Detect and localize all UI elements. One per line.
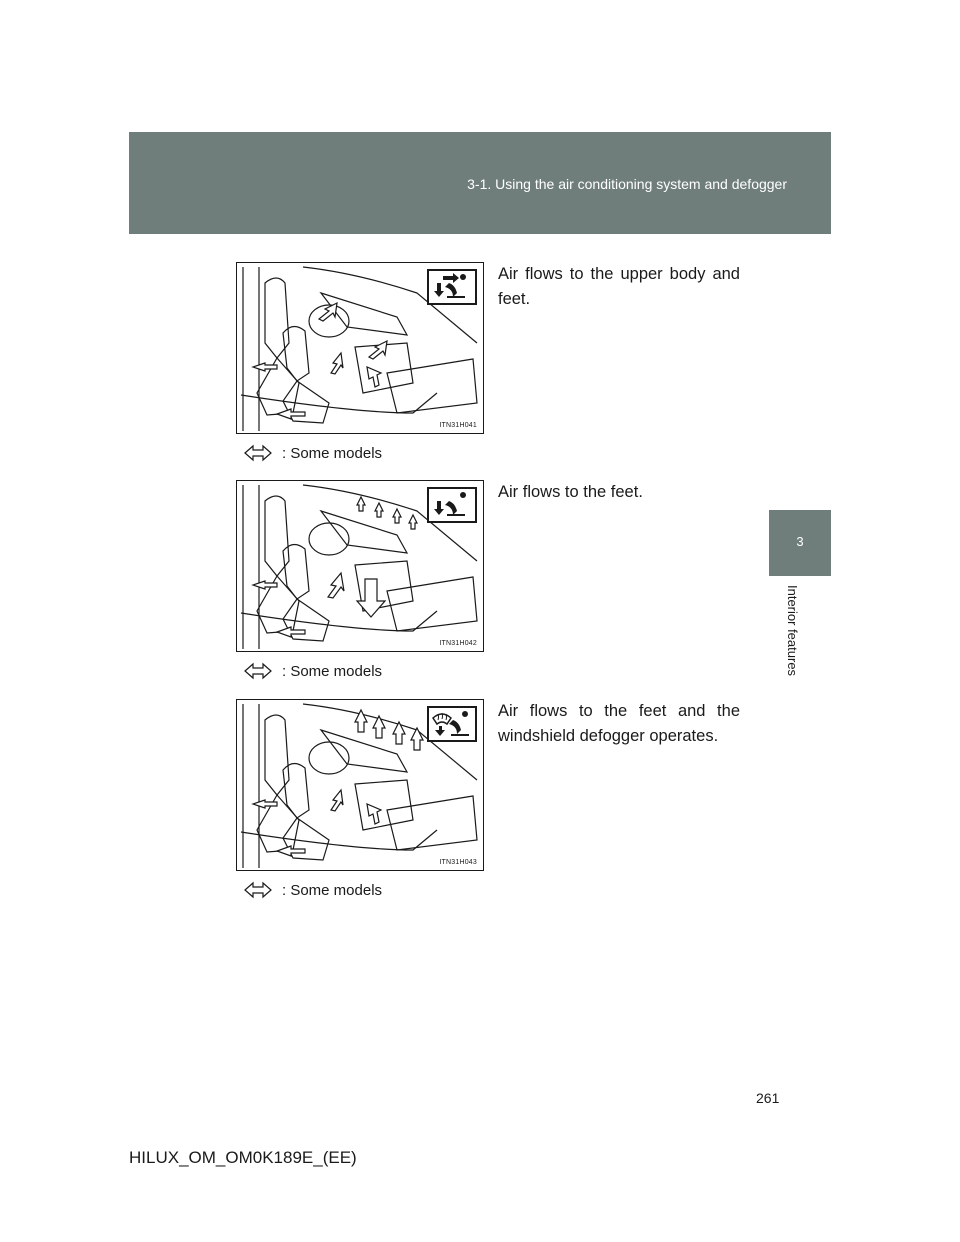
some-models-label: : Some models	[282, 662, 383, 680]
illustration-code: ITN31H041	[439, 422, 477, 429]
some-models-label: : Some models	[282, 881, 383, 899]
page-number: 261	[756, 1090, 780, 1106]
airflow-description: Air flows to the feet and the windshield defogger operates.	[498, 702, 740, 745]
airflow-description: Air flows to the feet.	[498, 483, 643, 501]
cabin-illustration	[236, 699, 484, 871]
illustration-code: ITN31H042	[439, 640, 477, 647]
double-arrow-icon	[244, 881, 272, 899]
airflow-description: Air flows to the upper body and feet.	[498, 265, 740, 308]
chapter-title: 3-1. Using the air conditioning system and defogger	[467, 176, 787, 192]
some-models-note	[244, 444, 382, 462]
feet-and-defogger-airflow-icon	[427, 706, 477, 742]
some-models-label: : Some models	[282, 444, 383, 462]
double-arrow-icon	[244, 662, 272, 680]
illustration-code: ITN31H043	[439, 859, 477, 866]
upper-body-and-feet-airflow-icon	[427, 269, 477, 305]
cabin-illustration	[236, 262, 484, 434]
feet-airflow-icon	[427, 487, 477, 523]
double-arrow-icon	[244, 444, 272, 462]
chapter-tab-number: 3	[796, 534, 804, 549]
chapter-header	[129, 132, 831, 234]
cabin-illustration	[236, 480, 484, 652]
chapter-tab	[769, 510, 831, 576]
chapter-tab-label: Interior features	[785, 585, 800, 677]
some-models-note	[244, 662, 382, 680]
some-models-note	[244, 881, 382, 899]
document-footer: HILUX_OM_OM0K189E_(EE)	[129, 1148, 357, 1167]
